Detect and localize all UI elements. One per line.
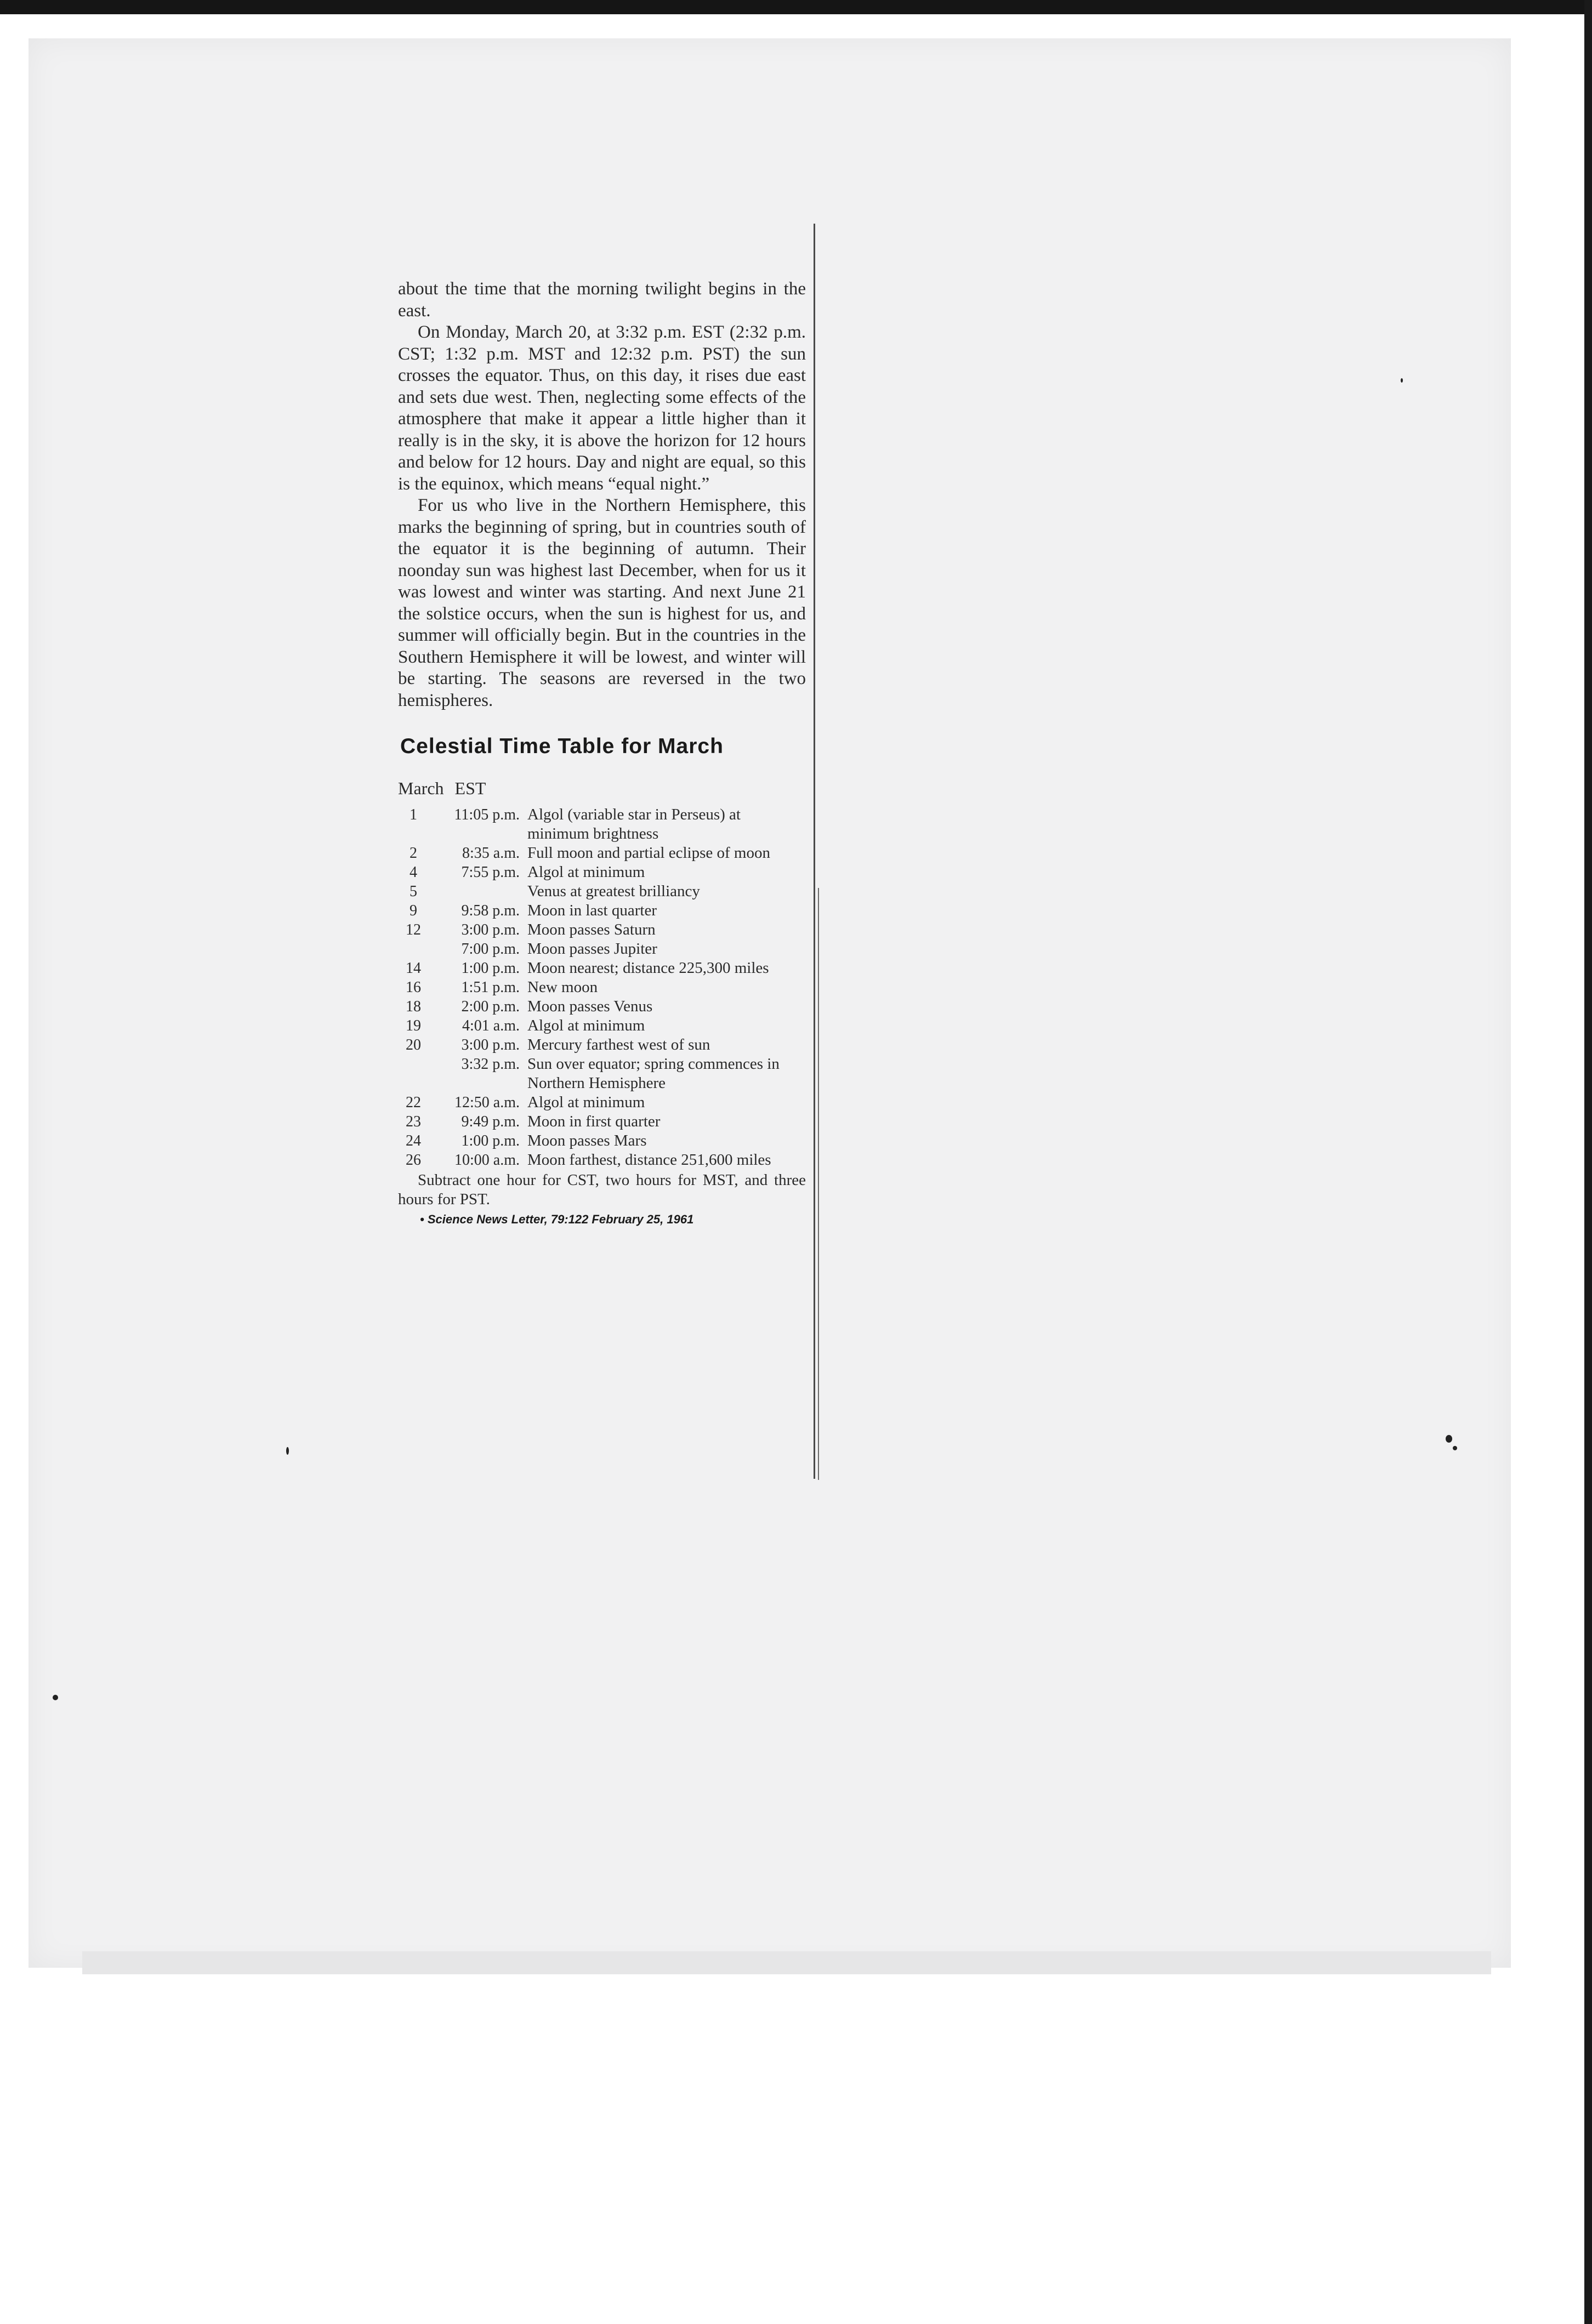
timetable: [398, 805, 806, 1170]
row-event: Moon passes Venus: [527, 998, 653, 1015]
paragraph: about the time that the morning twilight begins in the east.: [398, 279, 806, 321]
sheet-shadow: [82, 1951, 1491, 1974]
row-day: 4: [410, 864, 417, 881]
row-day: 22: [406, 1094, 421, 1111]
row-day: 24: [406, 1132, 421, 1149]
timetable-row: [398, 1112, 806, 1131]
row-event: Moon nearest; distance 225,300 miles: [527, 959, 769, 977]
timetable-row: [398, 939, 806, 959]
row-event: Full moon and partial eclipse of moon: [527, 844, 770, 862]
row-time: 3:00 p.m.: [461, 1036, 520, 1053]
row-day: 20: [406, 1036, 421, 1053]
row-time: 12:50 a.m.: [454, 1094, 520, 1111]
row-time: 1:00 p.m.: [461, 1132, 520, 1149]
timetable-row: [398, 959, 806, 978]
row-time: 1:00 p.m.: [461, 960, 520, 977]
timetable-row: [398, 1150, 806, 1170]
timetable-row: [398, 844, 806, 863]
row-time: 7:55 p.m.: [461, 864, 520, 881]
row-event: Moon passes Mars: [527, 1132, 647, 1149]
timezone-footnote: Subtract one hour for CST, two hours for MST, and three hours for PST.: [398, 1171, 806, 1208]
zone-header: EST: [454, 778, 486, 798]
row-event: Algol (variable star in Perseus) at minimum brightness: [527, 806, 741, 842]
row-event: Algol at minimum: [527, 1017, 645, 1034]
row-time: [429, 882, 527, 901]
row-event: Mercury farthest west of sun: [527, 1036, 710, 1053]
scan-border-right: [1584, 0, 1592, 2324]
row-time: 8:35 a.m.: [462, 845, 520, 862]
row-day: 19: [406, 1017, 421, 1034]
row-day: 9: [410, 902, 417, 919]
article-body: [398, 278, 806, 711]
row-time: 4:01 a.m.: [462, 1017, 520, 1034]
row-time: 9:49 p.m.: [461, 1113, 520, 1130]
timetable-row: [398, 1093, 806, 1112]
row-event: Moon passes Saturn: [527, 921, 656, 938]
column-rule-secondary: [818, 888, 819, 1480]
scan-border-top: [0, 0, 1592, 14]
timetable-header: [398, 778, 806, 799]
source-credit: • Science News Letter, 79:122 February 25, 1961: [420, 1212, 694, 1226]
row-event: Venus at greatest brilliancy: [527, 882, 700, 900]
timetable-row: [398, 1035, 806, 1055]
timetable-title: Celestial Time Table for March: [400, 734, 724, 758]
row-day: [398, 1055, 429, 1093]
row-day: 16: [406, 979, 421, 996]
timetable-row: [398, 901, 806, 920]
column-rule: [814, 224, 815, 1479]
row-event: Moon passes Jupiter: [527, 940, 657, 958]
row-event: Moon in last quarter: [527, 902, 657, 919]
timetable-row: [398, 1131, 806, 1150]
row-day: 18: [406, 998, 421, 1015]
row-time: 9:58 p.m.: [461, 902, 520, 919]
row-event: Sun over equator; spring commences in Northern Hemisphere: [527, 1055, 780, 1092]
row-day: 1: [410, 806, 417, 823]
paragraph: For us who live in the Northern Hemisphere, this marks the beginning of spring, but in countries south of the equator it is the beginning of autumn. Their noonday sun was highest last December, when for us it was lowest and winter was starting. And next June 21 the solstice occurs, when the sun is highest for us, and summer will officially begin. But in the countries in the Southern Hemisphere it will be lowest, and winter will be starting. The seasons are reversed in the two hemispheres.: [398, 495, 806, 710]
row-time: 3:32 p.m.: [461, 1056, 520, 1073]
row-day: [398, 939, 429, 959]
row-time: 11:05 p.m.: [454, 806, 520, 823]
row-event: Moon farthest, distance 251,600 miles: [527, 1151, 771, 1169]
dust-speck: [53, 1695, 58, 1700]
row-time: 1:51 p.m.: [461, 979, 520, 996]
row-time: 10:00 a.m.: [454, 1152, 520, 1169]
row-time: 3:00 p.m.: [461, 921, 520, 938]
timetable-row: [398, 997, 806, 1016]
month-header: March: [398, 778, 444, 798]
timetable-row: [398, 882, 806, 901]
row-time: 7:00 p.m.: [461, 941, 520, 958]
row-event: Algol at minimum: [527, 863, 645, 881]
dust-speck: [1453, 1446, 1457, 1450]
paragraph: On Monday, March 20, at 3:32 p.m. EST (2:32 p.m. CST; 1:32 p.m. MST and 12:32 p.m. PST) the sun crosses the equator. Thus, on this day, it rises due east and sets due west. Then, neglecting some effects of the atmosphere that make it appear a little higher than it really is in the sky, it is above the horizon for 12 hours and below for 12 hours. Day and night are equal, so this is the equinox, which means “equal night.”: [398, 322, 806, 494]
timetable-row: [398, 805, 806, 844]
row-event: Algol at minimum: [527, 1093, 645, 1111]
row-event: New moon: [527, 978, 598, 996]
timetable-row: [398, 1055, 806, 1093]
row-day: 2: [410, 845, 417, 862]
row-event: Moon in first quarter: [527, 1113, 661, 1130]
row-day: 12: [406, 921, 421, 938]
article-column: [398, 278, 806, 1227]
timetable-row: [398, 920, 806, 939]
row-day: 23: [406, 1113, 421, 1130]
dust-speck: [286, 1447, 289, 1455]
row-day: 26: [406, 1152, 421, 1169]
timetable-row: [398, 1016, 806, 1035]
dust-speck: [1446, 1435, 1452, 1443]
row-day: 5: [410, 883, 417, 900]
row-time: 2:00 p.m.: [461, 998, 520, 1015]
timetable-row: [398, 863, 806, 882]
dust-speck: [1401, 378, 1403, 383]
row-day: 14: [406, 960, 421, 977]
timetable-row: [398, 978, 806, 997]
